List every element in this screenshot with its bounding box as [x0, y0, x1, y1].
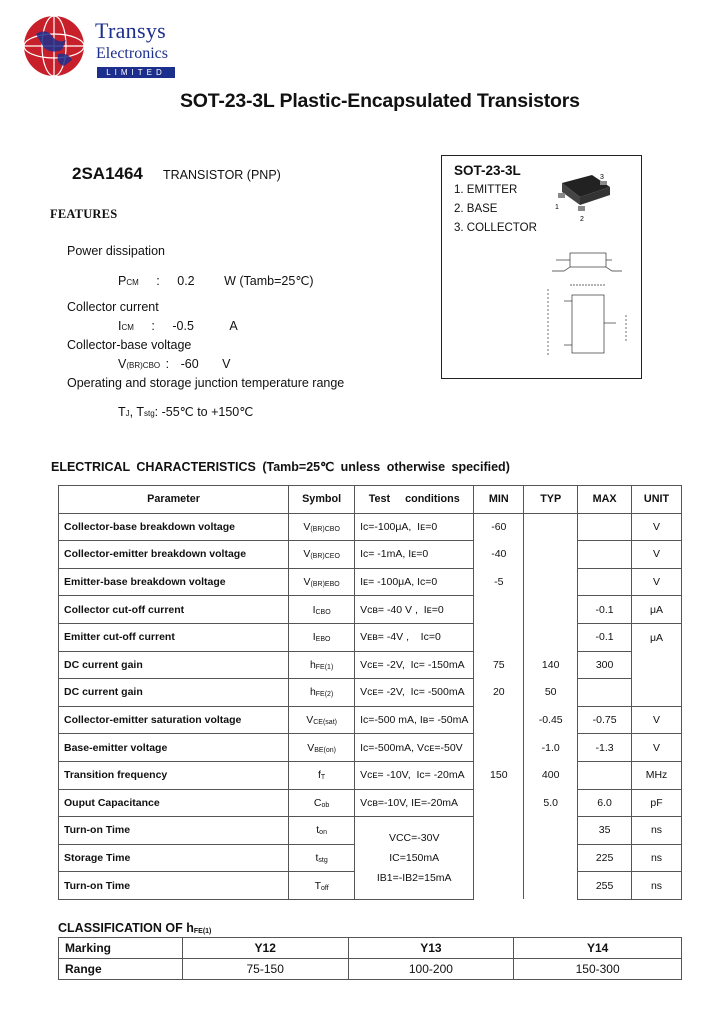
unit-cell: [632, 679, 682, 707]
min-cell: [474, 872, 524, 900]
header-min: MIN: [474, 486, 524, 514]
max-cell: [578, 513, 632, 541]
part-number: 2SA1464: [72, 164, 143, 183]
param-cell: Turn-on Time: [59, 817, 289, 845]
symbol-main: f: [318, 769, 321, 782]
symbol-main: V: [307, 741, 315, 754]
symbol-cell: [289, 817, 355, 845]
header-test-conditions: Test conditions: [355, 486, 474, 514]
unit-cell: ns: [632, 817, 682, 845]
unit-cell: MHz: [632, 761, 682, 789]
symbol-main: h: [309, 686, 316, 699]
package-3d-drawing: [548, 165, 628, 225]
condition-cell: Vᴄᴇ= -2V, Iᴄ= -150mA: [355, 651, 474, 679]
symbol-sub: T: [320, 774, 326, 782]
min-cell: -60: [474, 513, 524, 541]
symbol-sub: EBO: [315, 636, 331, 644]
symbol-main: T: [314, 879, 321, 892]
max-cell: 255: [578, 872, 632, 900]
table-row: [59, 596, 682, 624]
symbol-sub: on: [319, 829, 327, 837]
marking-y13: Y13: [348, 938, 514, 959]
symbol-main: V: [306, 714, 314, 727]
param-cell: DC current gain: [59, 679, 289, 707]
typ-cell: [524, 596, 578, 624]
package-outline-drawing: [530, 245, 635, 365]
param-cell: Collector-base breakdown voltage: [59, 513, 289, 541]
condition-cell: Vᴄᴇ= -2V, Iᴄ= -500mA: [355, 679, 474, 707]
table-row: [59, 734, 682, 762]
header-unit: UNIT: [632, 486, 682, 514]
typ-cell: [524, 844, 578, 872]
param-cell: DC current gain: [59, 651, 289, 679]
param-cell: Transition frequency: [59, 761, 289, 789]
param-cell: Base-emitter voltage: [59, 734, 289, 762]
unit-cell: pF: [632, 789, 682, 817]
min-cell: 75: [474, 651, 524, 679]
logo-name: Transys: [95, 18, 166, 43]
table-row: [59, 679, 682, 707]
max-cell: [578, 761, 632, 789]
condition-cell: Vᴇʙ= -4V , Iᴄ=0: [355, 623, 474, 651]
pkg-pin-1-num: 1: [555, 204, 559, 211]
symbol-main: C: [313, 796, 322, 809]
min-cell: [474, 789, 524, 817]
condition-cell: Vᴄᴇ= -10V, Iᴄ= -20mA: [355, 761, 474, 789]
typ-cell: 5.0: [524, 789, 578, 817]
pin-3-label: 3. COLLECTOR: [454, 222, 537, 234]
unit-cell: ns: [632, 844, 682, 872]
param-cell: Turn-on Time: [59, 872, 289, 900]
typ-cell: 400: [524, 761, 578, 789]
switching-condition-line: IC=150mA: [389, 852, 440, 865]
max-cell: [578, 541, 632, 569]
symbol-main: I: [312, 631, 316, 644]
typ-cell: [524, 568, 578, 596]
max-cell: 35: [578, 817, 632, 845]
param-cell: Emitter-base breakdown voltage: [59, 568, 289, 596]
typ-cell: [524, 541, 578, 569]
symbol-main: t: [315, 852, 319, 865]
param-cell: Collector-emitter breakdown voltage: [59, 541, 289, 569]
min-cell: 150: [474, 761, 524, 789]
param-cell: Storage Time: [59, 844, 289, 872]
condition-cell: Iᴇ= -100μA, Iᴄ=0: [355, 568, 474, 596]
classification-title: CLASSIFICATION OF hFE(1): [58, 921, 212, 935]
package-title: SOT-23-3L: [454, 163, 521, 178]
max-cell: 300: [578, 651, 632, 679]
logo-subtitle: Electronics: [96, 45, 168, 62]
symbol-cell: [289, 679, 355, 707]
symbol-cell: [289, 789, 355, 817]
typ-cell: 140: [524, 651, 578, 679]
max-cell: -1.3: [578, 734, 632, 762]
symbol-main: V: [303, 576, 311, 589]
symbol-sub: CE(sat): [313, 719, 337, 727]
collector-base-voltage-label: Collector-base voltage: [67, 338, 192, 352]
marking-label: Marking: [59, 938, 183, 959]
symbol-sub: FE(1): [315, 663, 334, 671]
symbol-sub: BE(on): [314, 746, 337, 754]
min-cell: [474, 844, 524, 872]
table-row: [59, 789, 682, 817]
range-y14: 150-300: [514, 959, 682, 980]
symbol-cell: [289, 651, 355, 679]
pkg-pin-2-num: 2: [580, 216, 584, 223]
header-parameter: Parameter: [59, 486, 289, 514]
condition-cell: Iᴄ= -1mA, Iᴇ=0: [355, 541, 474, 569]
pin-1-label: 1. EMITTER: [454, 184, 518, 196]
symbol-sub: CBO: [315, 608, 331, 616]
power-dissipation-label: Power dissipation: [67, 244, 165, 258]
symbol-main: V: [303, 548, 311, 561]
max-cell: -0.1: [578, 596, 632, 624]
unit-cell: μA: [632, 623, 682, 651]
typ-cell: 50: [524, 679, 578, 707]
typ-cell: -0.45: [524, 706, 578, 734]
max-cell: [578, 679, 632, 707]
condition-cell: Iᴄ=-100μA, Iᴇ=0: [355, 513, 474, 541]
typ-cell: [524, 623, 578, 651]
symbol-main: V: [303, 520, 311, 533]
min-cell: 20: [474, 679, 524, 707]
document-title: SOT-23-3L Plastic-Encapsulated Transistors: [180, 90, 580, 112]
param-cell: Collector cut-off current: [59, 596, 289, 624]
max-cell: -0.75: [578, 706, 632, 734]
max-cell: 6.0: [578, 789, 632, 817]
range-row: [59, 959, 682, 980]
table-row: [59, 568, 682, 596]
classification-table: [58, 937, 682, 980]
table-header-row: [59, 486, 682, 514]
header-max: MAX: [578, 486, 632, 514]
min-cell: -40: [474, 541, 524, 569]
symbol-sub: off: [320, 884, 329, 892]
table-row: [59, 541, 682, 569]
symbol-cell: [289, 541, 355, 569]
marking-y12: Y12: [182, 938, 348, 959]
range-y13: 100-200: [348, 959, 514, 980]
electrical-characteristics-title: ELECTRICAL CHARACTERISTICS (Tamb=25℃ unless otherwise specified): [51, 460, 510, 474]
vcbo-line: V(BR)CBO : -60 V: [118, 357, 231, 371]
range-y12: 75-150: [182, 959, 348, 980]
unit-cell: V: [632, 513, 682, 541]
unit-cell: V: [632, 734, 682, 762]
range-label: Range: [59, 959, 183, 980]
max-cell: 225: [578, 844, 632, 872]
table-row: [59, 706, 682, 734]
condition-cell: Vᴄʙ= -40 V , Iᴇ=0: [355, 596, 474, 624]
features-heading: FEATURES: [50, 207, 118, 221]
icm-line: ICM : -0.5 A: [118, 319, 238, 333]
symbol-cell: [289, 513, 355, 541]
electrical-characteristics-table: [58, 485, 682, 900]
logo-globe-icon: [22, 14, 86, 78]
symbol-cell: [289, 568, 355, 596]
part-description: TRANSISTOR (PNP): [163, 168, 281, 182]
param-cell: Ouput Capacitance: [59, 789, 289, 817]
symbol-cell: [289, 706, 355, 734]
min-cell: [474, 734, 524, 762]
marking-row: [59, 938, 682, 959]
min-cell: -5: [474, 568, 524, 596]
table-row: [59, 623, 682, 651]
symbol-cell: [289, 734, 355, 762]
unit-cell: V: [632, 568, 682, 596]
symbol-sub: (BR)CBO: [310, 525, 340, 533]
min-cell: [474, 623, 524, 651]
marking-y14: Y14: [514, 938, 682, 959]
unit-cell: [632, 651, 682, 679]
tj-line: TJ, Tstg: -55℃ to +150℃: [118, 405, 254, 419]
condition-cell: Vᴄʙ=-10V, IE=-20mA: [355, 789, 474, 817]
symbol-sub: (BR)CEO: [310, 553, 340, 561]
symbol-sub: FE(2): [315, 691, 334, 699]
header-typ: TYP: [524, 486, 578, 514]
pin-2-label: 2. BASE: [454, 203, 498, 215]
header-symbol: Symbol: [289, 486, 355, 514]
symbol-cell: [289, 844, 355, 872]
table-row: [59, 651, 682, 679]
condition-cell: Iᴄ=-500 mA, Iʙ= -50mA: [355, 706, 474, 734]
max-cell: [578, 568, 632, 596]
pcm-line: PCM : 0.2 W (Tamb=25℃): [118, 274, 314, 288]
symbol-cell: [289, 596, 355, 624]
unit-cell: V: [632, 706, 682, 734]
symbol-cell: [289, 623, 355, 651]
typ-cell: [524, 817, 578, 845]
condition-cell: Iᴄ=-500mA, Vᴄᴇ=-50V: [355, 734, 474, 762]
typ-cell: [524, 513, 578, 541]
min-cell: [474, 706, 524, 734]
param-cell: Emitter cut-off current: [59, 623, 289, 651]
symbol-sub: (BR)EBO: [310, 581, 340, 589]
unit-cell: ns: [632, 872, 682, 900]
switching-condition-line: VCC=-30V: [388, 832, 440, 845]
min-cell: [474, 817, 524, 845]
symbol-cell: [289, 761, 355, 789]
max-cell: -0.1: [578, 623, 632, 651]
unit-cell: μA: [632, 596, 682, 624]
typ-cell: -1.0: [524, 734, 578, 762]
switching-condition-line: IB1=-IB2=15mA: [376, 872, 452, 885]
switching-condition-cell: [355, 817, 474, 900]
table-row: [59, 513, 682, 541]
temperature-range-label: Operating and storage junction temperature range: [67, 376, 345, 390]
symbol-main: h: [309, 658, 316, 671]
symbol-sub: ob: [321, 801, 330, 809]
unit-cell: V: [632, 541, 682, 569]
table-row: [59, 761, 682, 789]
param-cell: Collector-emitter saturation voltage: [59, 706, 289, 734]
symbol-cell: [289, 872, 355, 900]
logo-limited-bar: LIMITED: [97, 67, 175, 78]
table-row: [59, 817, 682, 845]
symbol-main: I: [312, 603, 316, 616]
symbol-sub: stg: [318, 857, 328, 865]
typ-cell: [524, 872, 578, 900]
symbol-main: t: [316, 824, 320, 837]
pkg-pin-3-num: 3: [600, 174, 604, 181]
collector-current-label: Collector current: [67, 300, 159, 314]
min-cell: [474, 596, 524, 624]
